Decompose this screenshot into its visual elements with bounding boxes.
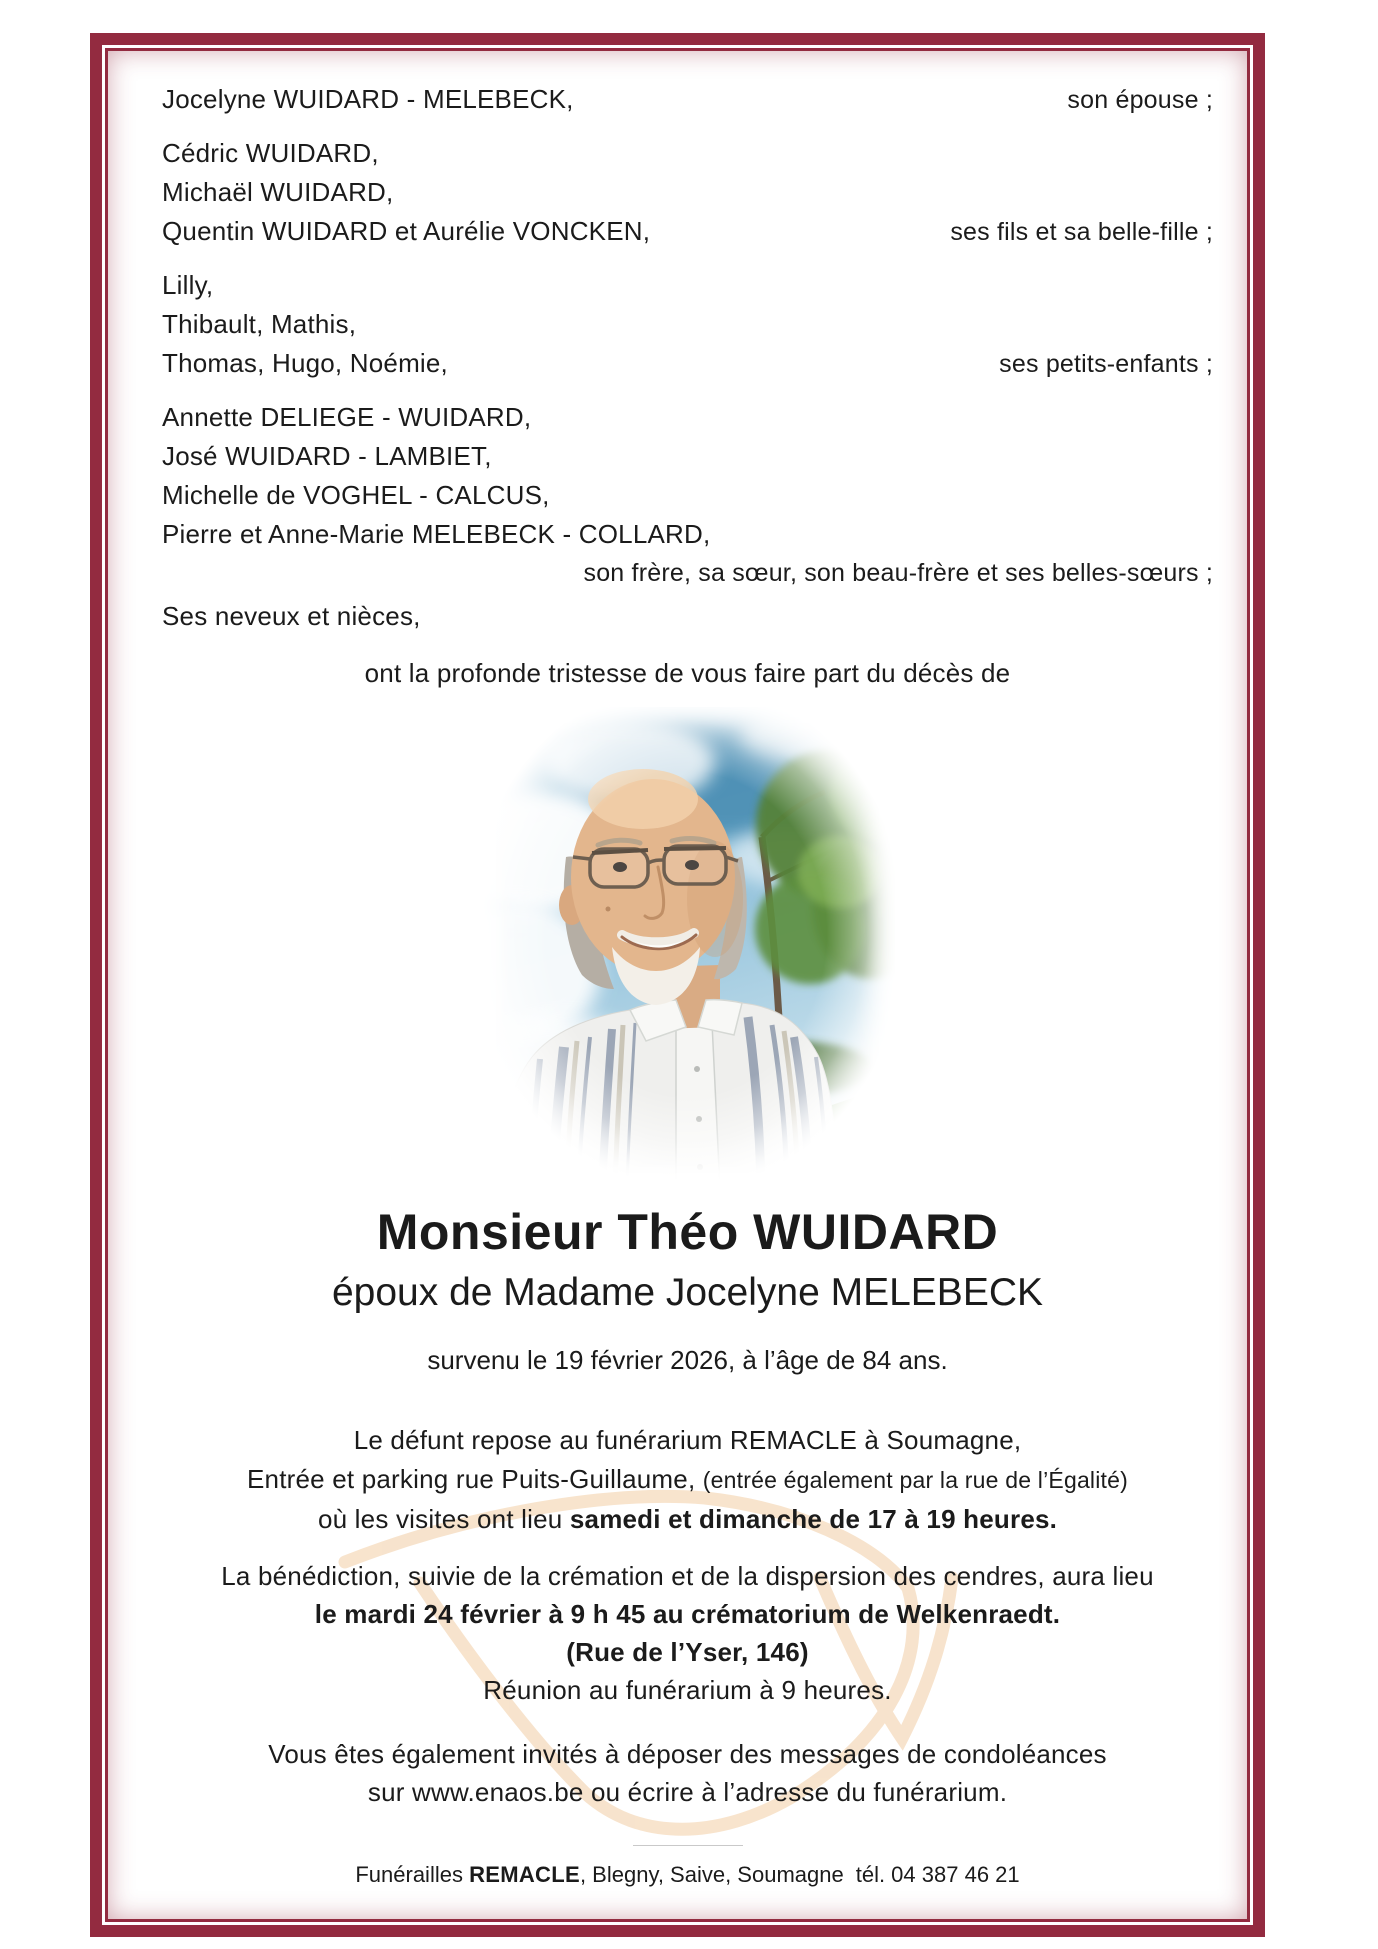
family-name: Lilly, xyxy=(162,270,214,300)
family-row xyxy=(162,266,1213,305)
entrance-line: Entrée et parking rue Puits-Guillaume, xyxy=(247,1464,703,1494)
ceremony-paragraph xyxy=(162,1557,1213,1709)
family-row xyxy=(162,134,1213,173)
family-name: Cédric WUIDARD, xyxy=(162,138,379,168)
portrait-photo xyxy=(480,707,895,1189)
family-row xyxy=(162,398,1213,437)
family-name: Jocelyne WUIDARD - MELEBECK, xyxy=(162,84,574,114)
family-group-grandchildren xyxy=(162,266,1213,384)
family-name: Thibault, Mathis, xyxy=(162,309,357,339)
family-row xyxy=(162,515,1213,554)
family-name: Annette DELIEGE - WUIDARD, xyxy=(162,402,532,432)
deceased-name: Monsieur Théo WUIDARD xyxy=(376,1204,999,1260)
visits-schedule: samedi et dimanche de 17 à 19 heures. xyxy=(569,1504,1058,1534)
family-name: Ses neveux et nièces, xyxy=(162,601,421,631)
family-row xyxy=(162,212,1213,252)
footer-phone: tél. 04 387 46 21 xyxy=(855,1862,1020,1887)
family-group-siblings xyxy=(162,398,1213,593)
relation-label: ses fils et sa belle-fille ; xyxy=(950,218,1213,246)
meeting-line: Réunion au funérarium à 9 heures. xyxy=(483,1675,892,1705)
family-group-spouse xyxy=(162,80,1213,120)
condolences-paragraph xyxy=(162,1735,1213,1811)
family-group-sons xyxy=(162,134,1213,252)
family-name: Michaël WUIDARD, xyxy=(162,177,394,207)
cremation-datetime: le mardi 24 février à 9 h 45 au crématorium de Welkenraedt. xyxy=(314,1599,1061,1629)
family-row xyxy=(162,597,1213,636)
condolences-line2: sur www.enaos.be ou écrire à l’adresse du funérarium. xyxy=(367,1777,1008,1807)
death-info: survenu le 19 février 2026, à l’âge de 84 ans. xyxy=(427,1345,948,1375)
family-row xyxy=(162,476,1213,515)
family-row xyxy=(162,437,1213,476)
family-group-nephews xyxy=(162,597,1213,636)
family-row xyxy=(162,173,1213,212)
family-announcement-list xyxy=(162,0,1213,636)
footer-prefix: Funérailles xyxy=(355,1862,470,1887)
funeral-home-footer xyxy=(162,1860,1213,1890)
relation-label: ses petits-enfants ; xyxy=(999,350,1213,378)
benediction-line: La bénédiction, suivie de la crémation et de la dispersion des cendres, aura lieu xyxy=(221,1561,1154,1591)
family-row xyxy=(162,80,1213,120)
family-row xyxy=(162,305,1213,344)
deceased-relation: époux de Madame Jocelyne MELEBECK xyxy=(331,1271,1044,1314)
family-name: Thomas, Hugo, Noémie, xyxy=(162,348,448,378)
footer-cities: , Blegny, Saive, Soumagne xyxy=(579,1862,844,1887)
visits-prefix: où les visites ont lieu xyxy=(317,1504,570,1534)
photo-vignette xyxy=(480,707,895,1189)
funeral-home-brand: REMACLE xyxy=(469,1862,580,1887)
repose-paragraph xyxy=(162,1421,1213,1539)
family-row xyxy=(162,554,1213,593)
family-name: Quentin WUIDARD et Aurélie VONCKEN, xyxy=(162,216,651,246)
relation-label: son épouse ; xyxy=(1067,86,1213,114)
repose-line: Le défunt repose au funérarium REMACLE à Soumagne, xyxy=(353,1425,1022,1455)
condolences-line1: Vous êtes également invités à déposer des messages de condoléances xyxy=(268,1739,1107,1769)
crematorium-address: (Rue de l’Yser, 146) xyxy=(566,1637,809,1667)
announcement-intro: ont la profonde tristesse de vous faire part du décès de xyxy=(364,658,1011,688)
entrance-note: (entrée également par la rue de l’Égalité) xyxy=(702,1467,1128,1493)
relation-label: son frère, sa sœur, son beau-frère et ses belles-sœurs ; xyxy=(583,559,1213,587)
footer-divider xyxy=(633,1845,743,1846)
family-name: José WUIDARD - LAMBIET, xyxy=(162,441,492,471)
family-name: Michelle de VOGHEL - CALCUS, xyxy=(162,480,550,510)
family-row xyxy=(162,344,1213,384)
card-content xyxy=(162,0,1213,1912)
family-name: Pierre et Anne-Marie MELEBECK - COLLARD, xyxy=(162,519,711,549)
